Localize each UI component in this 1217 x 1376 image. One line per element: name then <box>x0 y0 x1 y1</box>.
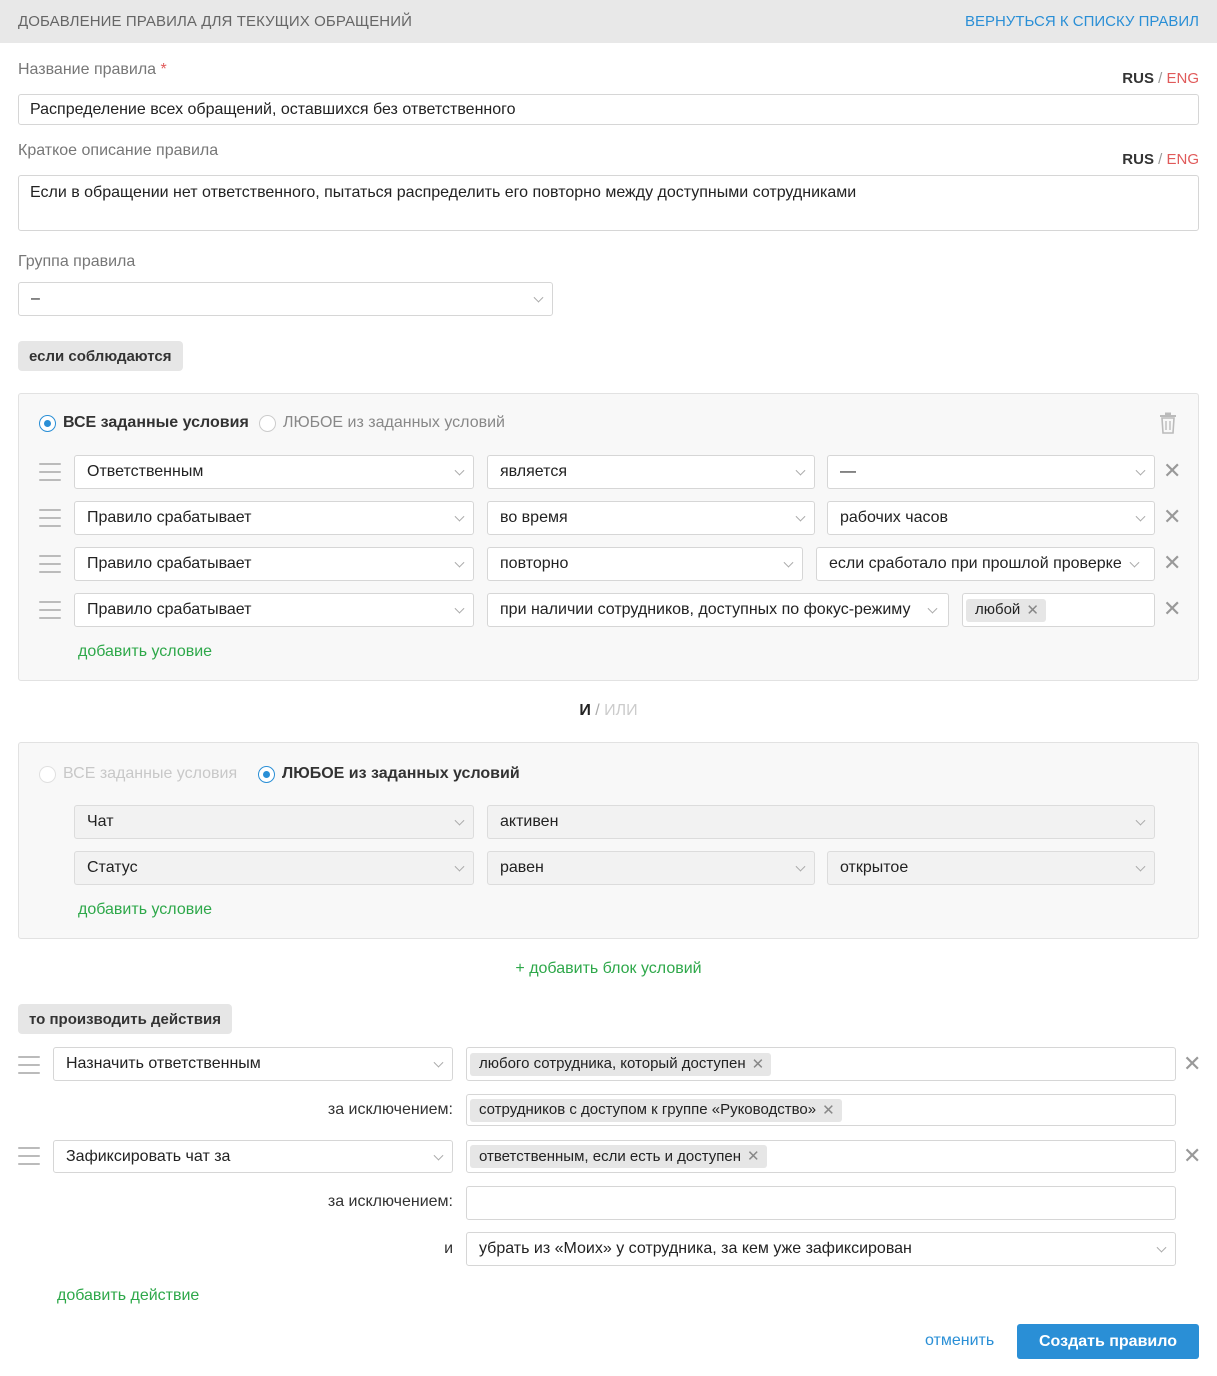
condition-value-select[interactable]: если сработало при прошлой проверке <box>816 547 1155 581</box>
chevron-down-icon <box>1130 558 1140 568</box>
lang-rus[interactable]: RUS <box>1122 151 1154 168</box>
action-target-tags[interactable] <box>466 1140 1176 1173</box>
radio-icon <box>39 766 56 783</box>
chevron-down-icon <box>455 512 465 522</box>
close-icon[interactable]: ✕ <box>751 1055 765 1073</box>
block2-mode-any-radio[interactable]: ЛЮБОЕ из заданных условий <box>258 765 520 783</box>
actions-heading: то производить действия <box>18 1004 232 1034</box>
lang-eng[interactable]: ENG <box>1166 151 1199 168</box>
chevron-down-icon <box>434 1150 444 1160</box>
drag-handle-icon[interactable] <box>39 555 61 573</box>
chevron-down-icon <box>434 1058 444 1068</box>
condition-field-select[interactable]: Ответственным <box>74 455 474 489</box>
chevron-down-icon <box>455 558 465 568</box>
condition-value-tags[interactable] <box>962 593 1155 627</box>
chevron-down-icon <box>1136 862 1146 872</box>
close-icon[interactable]: ✕ <box>1183 1051 1202 1076</box>
except-label: за исключением: <box>327 1193 453 1210</box>
create-rule-button[interactable]: Создать правило <box>1017 1324 1199 1359</box>
condition-block-1 <box>18 393 1199 681</box>
chevron-down-icon <box>1157 1243 1167 1253</box>
chevron-down-icon <box>455 816 465 826</box>
drag-handle-icon[interactable] <box>18 1056 40 1074</box>
chevron-down-icon <box>796 466 806 476</box>
condition-value-select[interactable]: открытое <box>827 851 1155 885</box>
drag-handle-icon[interactable] <box>39 463 61 481</box>
block2-add-condition-link[interactable]: добавить условие <box>78 901 213 918</box>
block2-mode-all-radio[interactable]: ВСЕ заданные условия <box>39 765 237 783</box>
block1-mode-any-radio[interactable]: ЛЮБОЕ из заданных условий <box>259 414 505 432</box>
chevron-down-icon <box>455 862 465 872</box>
drag-handle-icon[interactable] <box>39 509 61 527</box>
conditions-heading: если соблюдаются <box>18 341 183 371</box>
value-tag: любого сотрудника, который доступен ✕ <box>470 1053 771 1076</box>
except-input[interactable] <box>466 1186 1176 1220</box>
close-icon[interactable]: ✕ <box>747 1148 760 1165</box>
condition-value-select[interactable]: — <box>827 455 1155 489</box>
lang-eng[interactable]: ENG <box>1166 70 1199 87</box>
condition-field-select[interactable]: Правило срабатывает <box>74 547 474 581</box>
condition-operator-select[interactable]: активен <box>487 805 1155 839</box>
value-tag: любой ✕ <box>966 599 1046 622</box>
condition-operator-select[interactable]: является <box>487 455 815 489</box>
chevron-down-icon <box>1136 466 1146 476</box>
close-icon[interactable]: ✕ <box>1163 550 1182 575</box>
condition-field-select[interactable]: Правило срабатывает <box>74 593 474 627</box>
chevron-down-icon <box>796 512 806 522</box>
page-header <box>0 0 1217 43</box>
joiner-and[interactable]: И <box>579 702 591 719</box>
action-type-select[interactable]: Зафиксировать чат за <box>53 1140 453 1173</box>
chevron-down-icon <box>455 466 465 476</box>
add-condition-block-link[interactable]: + добавить блок условий <box>515 960 702 977</box>
rule-desc-lang-switch: RUS / ENG <box>1122 151 1199 168</box>
close-icon[interactable]: ✕ <box>1183 1143 1202 1168</box>
required-mark: * <box>160 61 167 78</box>
action-type-select[interactable]: Назначить ответственным <box>53 1047 453 1081</box>
page-title: ДОБАВЛЕНИЕ ПРАВИЛА ДЛЯ ТЕКУЩИХ ОБРАЩЕНИЙ <box>18 13 413 30</box>
add-action-link[interactable]: добавить действие <box>57 1287 200 1304</box>
rule-group-label: Группа правила <box>18 253 136 270</box>
chevron-down-icon <box>1136 816 1146 826</box>
rule-desc-label: Краткое описание правила <box>18 142 219 159</box>
rule-desc-textarea[interactable]: Если в обращении нет ответственного, пытаться распределить его повторно между доступными сотрудниками <box>18 175 1199 231</box>
cancel-link[interactable]: отменить <box>925 1332 995 1349</box>
except-tags[interactable] <box>466 1094 1176 1126</box>
chevron-down-icon <box>1136 512 1146 522</box>
drag-handle-icon[interactable] <box>18 1147 40 1165</box>
radio-icon <box>258 766 275 783</box>
lang-rus[interactable]: RUS <box>1122 70 1154 87</box>
condition-operator-select[interactable]: во время <box>487 501 815 535</box>
condition-operator-select[interactable]: равен <box>487 851 815 885</box>
radio-icon <box>259 415 276 432</box>
chevron-down-icon <box>784 558 794 568</box>
condition-field-select[interactable]: Правило срабатывает <box>74 501 474 535</box>
rule-group-select[interactable]: – <box>18 282 553 316</box>
condition-value-select[interactable]: рабочих часов <box>827 501 1155 535</box>
rule-name-label: Название правила * <box>18 61 167 78</box>
value-tag: ответственным, если есть и доступен ✕ <box>470 1145 767 1168</box>
block1-mode-all-radio[interactable]: ВСЕ заданные условия <box>39 414 249 432</box>
condition-operator-select[interactable]: повторно <box>487 547 803 581</box>
action-target-tags[interactable] <box>466 1047 1176 1081</box>
close-icon[interactable]: ✕ <box>1163 458 1182 483</box>
chevron-down-icon <box>455 604 465 614</box>
trash-icon[interactable] <box>1159 412 1177 434</box>
radio-icon <box>39 415 56 432</box>
block-joiner: И / ИЛИ <box>579 702 638 719</box>
rule-name-input[interactable]: Распределение всех обращений, оставшихся без ответственного <box>18 94 1199 125</box>
block1-add-condition-link[interactable]: добавить условие <box>78 643 213 660</box>
value-tag: сотрудников с доступом к группе «Руководство» ✕ <box>470 1099 842 1122</box>
and-label: и <box>444 1240 453 1257</box>
chevron-down-icon <box>534 293 544 303</box>
chevron-down-icon <box>796 862 806 872</box>
chevron-down-icon <box>928 604 938 614</box>
condition-field-select[interactable]: Чат <box>74 805 474 839</box>
close-icon[interactable]: ✕ <box>822 1101 835 1119</box>
and-option-select[interactable]: убрать из «Моих» у сотрудника, за кем уже зафиксирован <box>466 1232 1176 1266</box>
back-to-rules-link[interactable]: ВЕРНУТЬСЯ К СПИСКУ ПРАВИЛ <box>964 13 1199 30</box>
condition-field-select[interactable]: Статус <box>74 851 474 885</box>
condition-operator-select[interactable]: при наличии сотрудников, доступных по фокус-режиму <box>487 593 949 627</box>
close-icon[interactable]: ✕ <box>1026 601 1039 619</box>
close-icon[interactable]: ✕ <box>1163 596 1182 621</box>
except-label: за исключением: <box>327 1101 453 1118</box>
close-icon[interactable]: ✕ <box>1163 504 1182 529</box>
joiner-or[interactable]: ИЛИ <box>604 702 638 719</box>
drag-handle-icon[interactable] <box>39 601 61 619</box>
rule-name-lang-switch: RUS / ENG <box>1122 70 1199 87</box>
